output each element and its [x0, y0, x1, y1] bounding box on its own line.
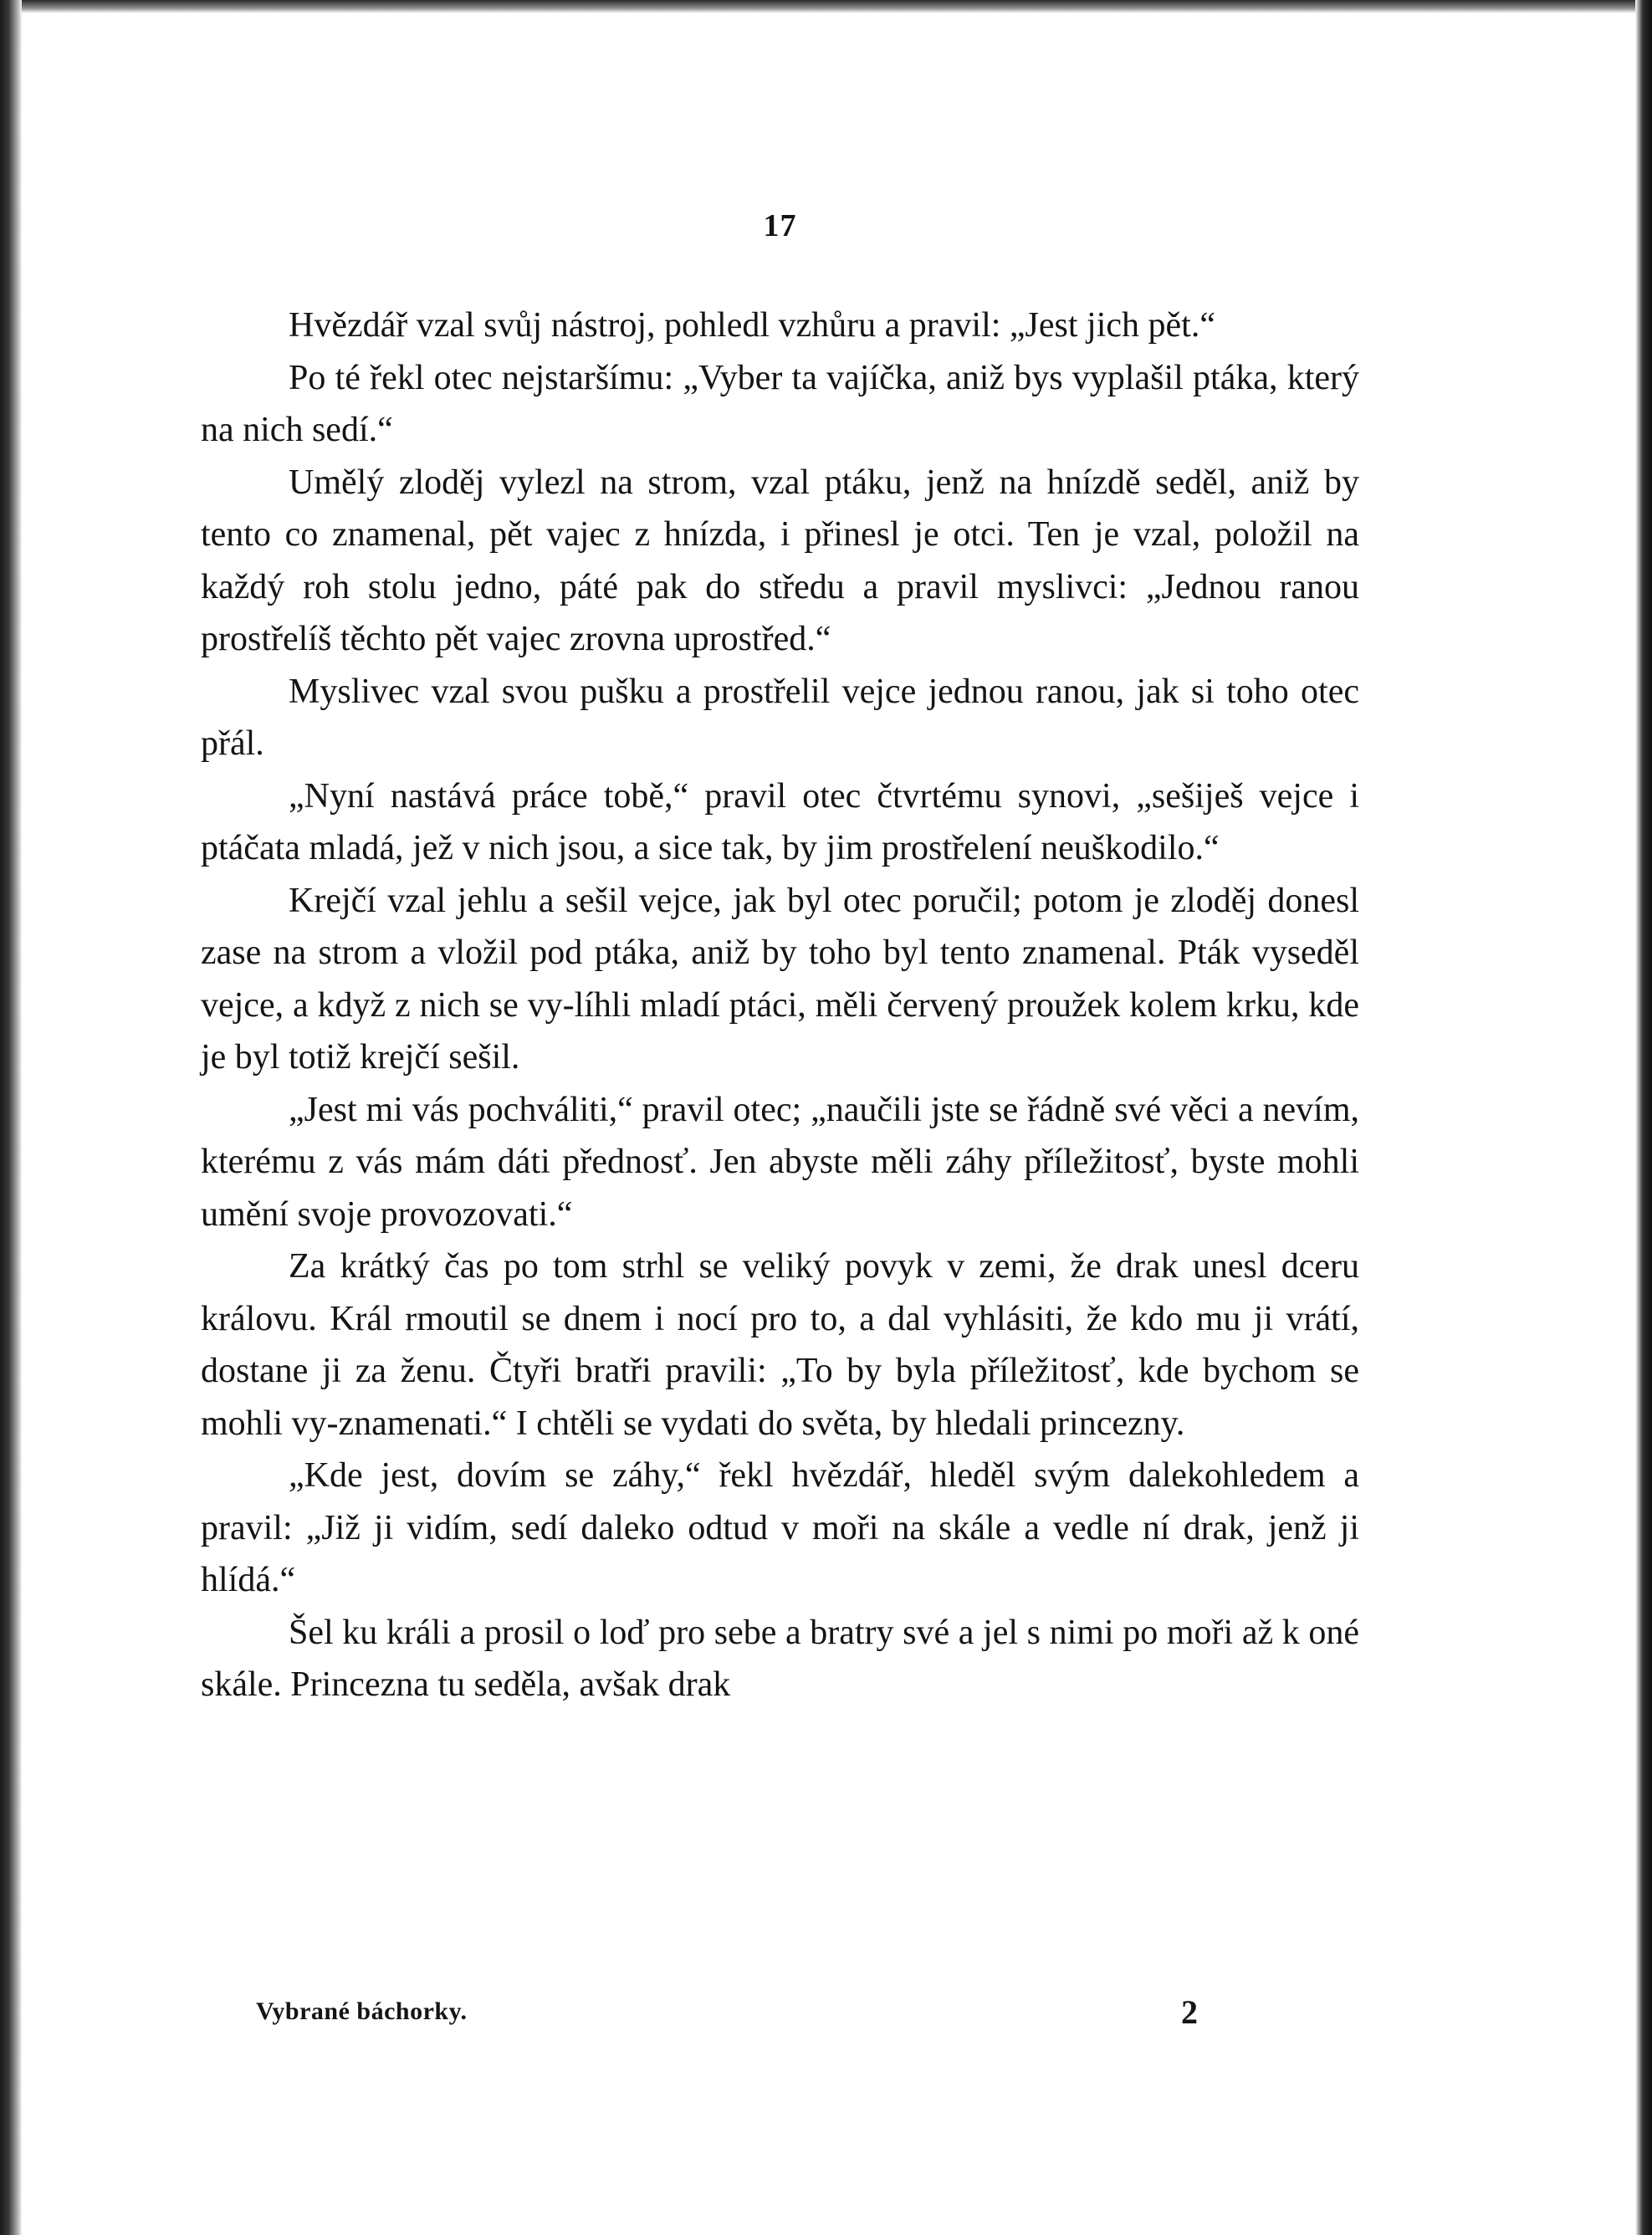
paragraph: Hvězdář vzal svůj nástroj, pohledl vzhůru a pravil: „Jest jich pět.“	[289, 306, 1215, 345]
scan-edge-left	[0, 0, 22, 2235]
paragraph: Myslivec vzal svou pušku a prostřelil vejce jednou ranou, jak si toho otec přál.	[201, 672, 1359, 763]
paragraph: „Jest mi vás pochváliti,“ pravil otec; „naučili jste se řádně své věci a nevím, kterému z vás mám dáti přednosť. Jen abyste měli záhy příležitosť, byste mohli umění svoje provozovati.“	[201, 1090, 1359, 1234]
paragraph: Krejčí vzal jehlu a sešil vejce, jak byl otec poručil; potom je zloděj donesl zase na strom a vložil pod ptáka, aniž by toho byl tento znamenal. Pták vyseděl vejce, a když z nich se vy-líhli mladí ptáci, měli červený proužek kolem krku, kde je byl totiž krejčí sešil.	[201, 881, 1359, 1077]
scan-edge-right	[1635, 0, 1652, 2235]
paragraph: Za krátký čas po tom strhl se veliký povyk v zemi, že drak unesl dceru královu. Král rmoutil se dnem i nocí pro to, a dal vyhlásiti, že kdo mu ji vrátí, dostane ji za ženu. Čtyři bratři pravili: „To by byla příležitosť, kde bychom se mohli vy-znamenati.“ I chtěli se vydati do světa, by hledali princezny.	[201, 1247, 1359, 1443]
paragraph: Umělý zloděj vylezl na strom, vzal ptáku, jenž na hnízdě seděl, aniž by tento co znamenal, pět vajec z hnízda, i přinesl je otci. Ten je vzal, položil na každý roh stolu jedno, páté pak do středu a pravil myslivci: „Jednou ranou prostřelíš těchto pět vajec zrovna uprostřed.“	[201, 463, 1359, 658]
paragraph: „Nyní nastává práce tobě,“ pravil otec čtvrtému synovi, „sešiješ vejce i ptáčata mladá, jež v nich jsou, a sice tak, by jim prostřelení neuškodilo.“	[201, 776, 1359, 867]
footer-book-title: Vybrané báchorky.	[256, 1997, 468, 2025]
page-footer	[201, 1992, 1359, 2034]
page-number: 17	[763, 208, 797, 243]
book-page	[201, 0, 1359, 2235]
paragraph: „Kde jest, dovím se záhy,“ řekl hvězdář, hleděl svým dalekohledem a pravil: „Již ji vidím, sedí daleko odtud v moři na skále a vedle ní drak, jenž ji hlídá.“	[201, 1456, 1359, 1599]
text-body	[201, 299, 1359, 1711]
signature-mark: 2	[1181, 1993, 1198, 2031]
paragraph: Šel ku králi a prosil o loď pro sebe a bratry své a jel s nimi po moři až k oné skále. Princezna tu seděla, avšak drak	[201, 1613, 1359, 1704]
paragraph: Po té řekl otec nejstaršímu: „Vyber ta vajíčka, aniž bys vyplašil ptáka, který na nich sedí.“	[201, 358, 1359, 449]
